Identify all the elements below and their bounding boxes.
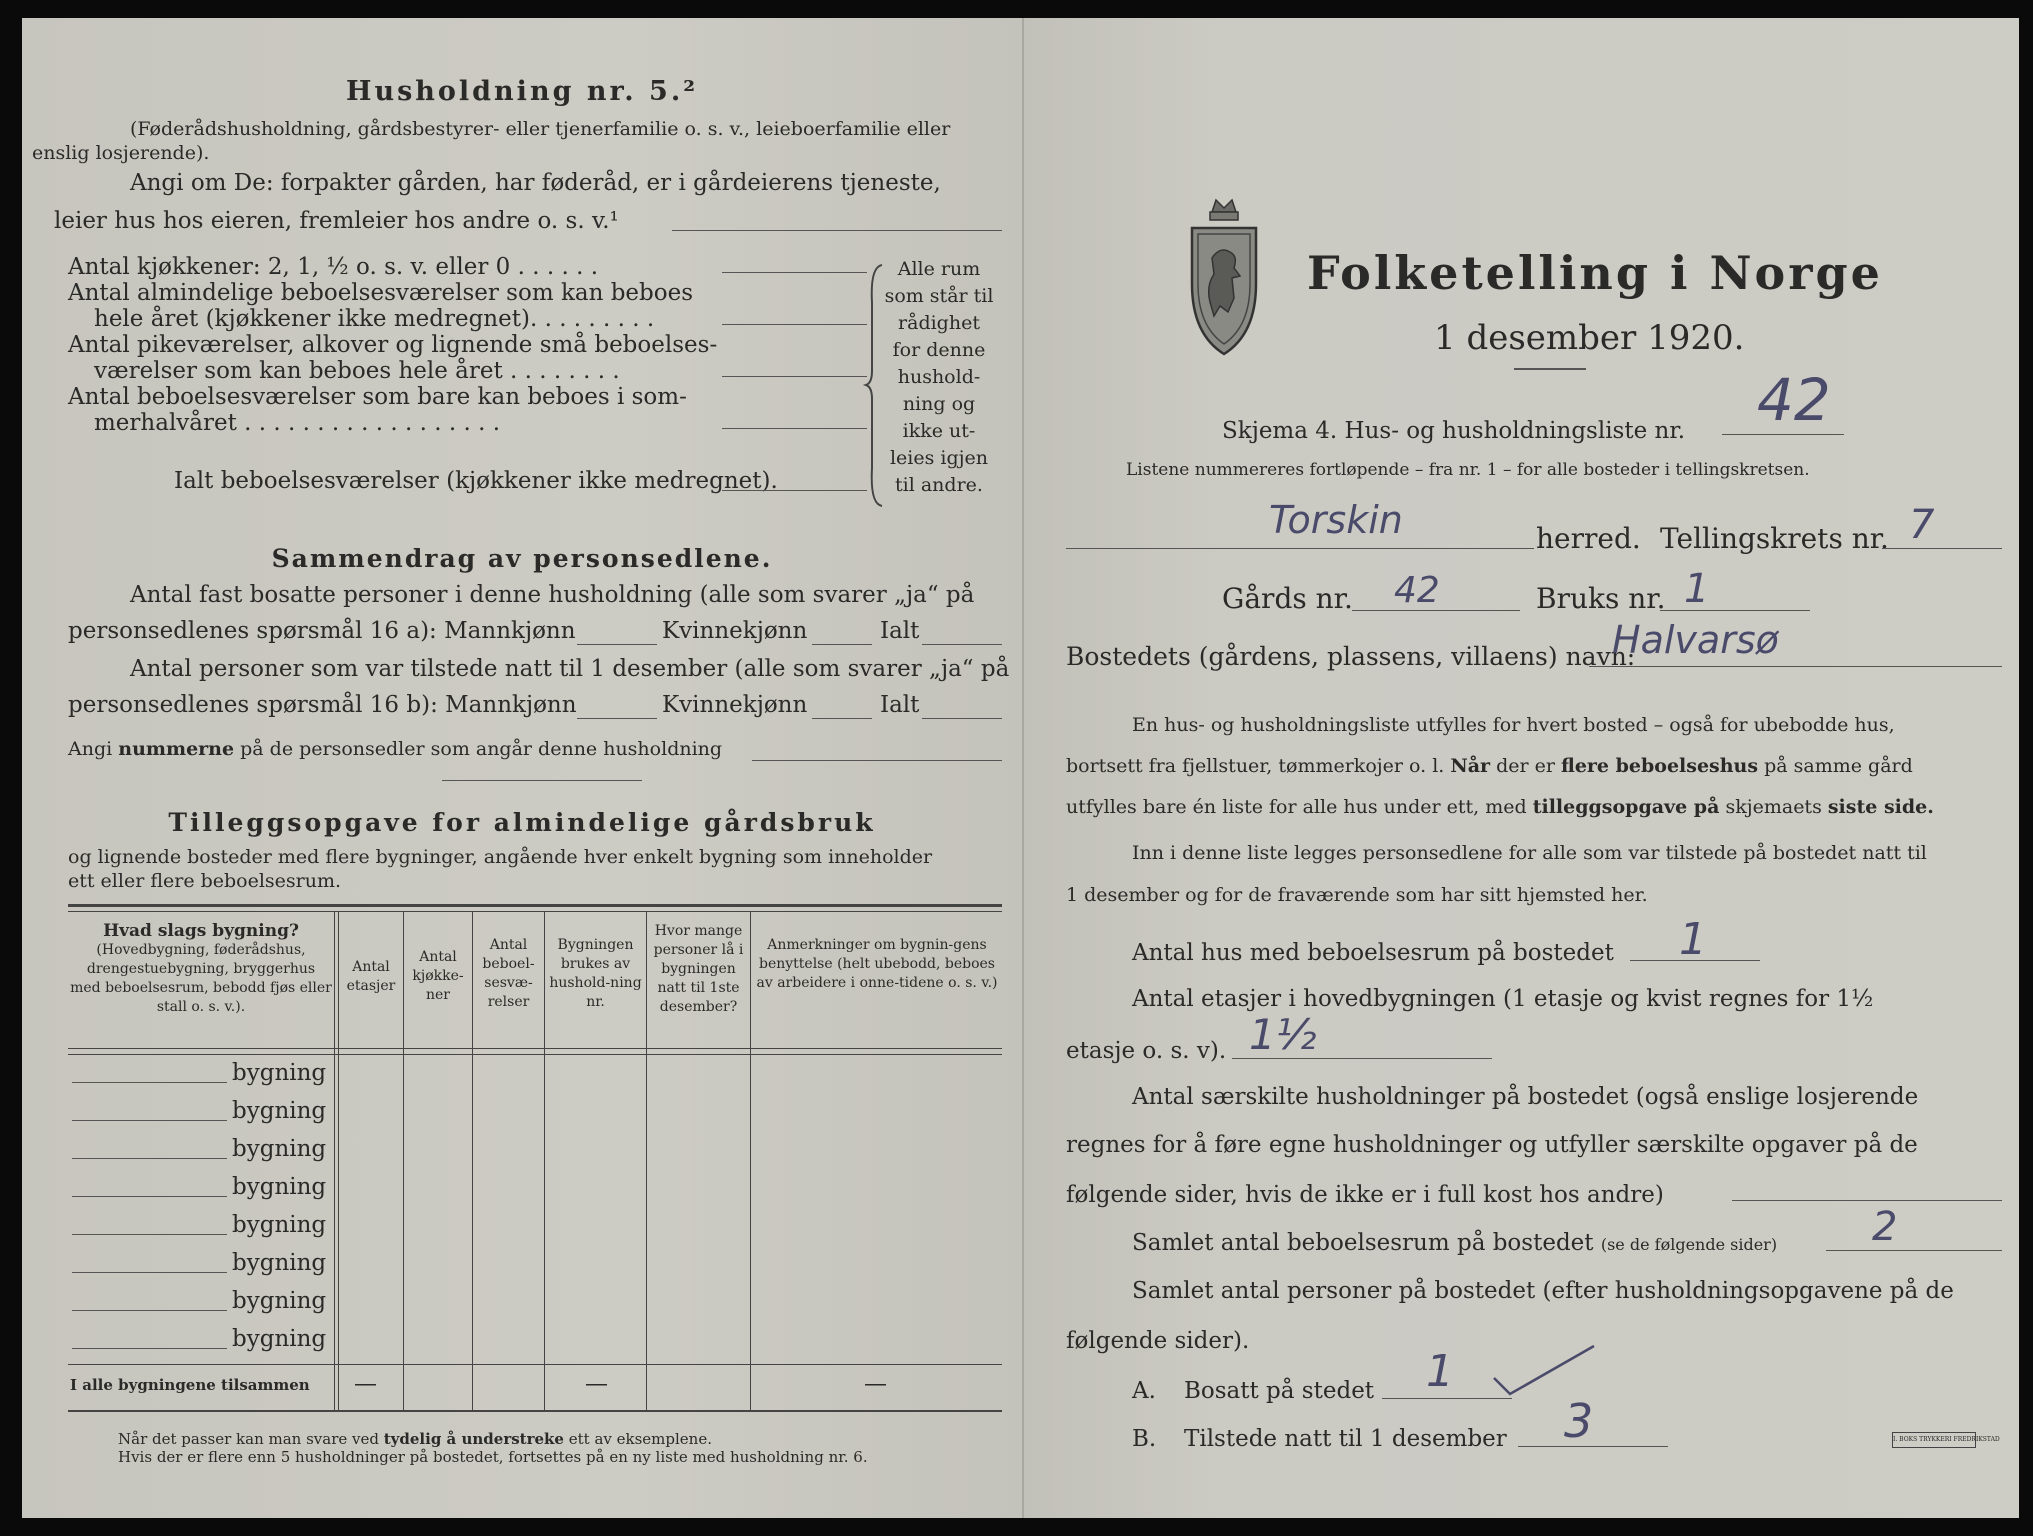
bracket-note-line: ikke ut- — [902, 420, 976, 442]
herred-label: herred. — [1536, 522, 1641, 555]
total-dash: — — [585, 1371, 608, 1397]
household-title: Husholdning nr. 5.² — [345, 76, 699, 107]
answer-line — [1382, 1398, 1512, 1399]
total-dash: — — [864, 1371, 887, 1397]
norway-coat-of-arms-icon — [1184, 194, 1264, 359]
instr-3-mid: skjemaets — [1719, 796, 1828, 818]
bracket-note-line: rådighet — [898, 312, 980, 334]
instr-2-pre: bortsett fra fjellstuer, tømmerkojer o. l. — [1066, 755, 1451, 777]
a-label: A. — [1132, 1378, 1156, 1404]
instr-2-bold-1: Når — [1450, 755, 1491, 777]
header-rooms: Antal beboel-sesvæ-relser — [482, 937, 535, 1010]
kvinne-label-2: Kvinnekjønn — [662, 692, 808, 718]
bygning-row: bygning — [232, 1174, 327, 1200]
answer-line — [722, 428, 867, 429]
tillegg-title: Tilleggsopgave for almindelige gårdsbruk — [168, 808, 876, 837]
etasjer-value: 1½ — [1249, 1010, 1317, 1059]
room-line-1: Antal almindelige beboelsesværelser som kan beboes — [68, 280, 694, 306]
header-building-type — [70, 922, 332, 1017]
ialt-label-1: Ialt — [880, 618, 920, 644]
right-page — [1022, 18, 2019, 1518]
title-divider — [1514, 368, 1586, 370]
summary-p1-line-1: Antal fast bosatte personer i denne husholdning (alle som svarer „ja“ på — [130, 582, 975, 608]
divider — [442, 780, 642, 781]
room-line-4: værelser som kan beboes hele året . . . . . . . . — [94, 358, 620, 384]
header-kitchens: Antal kjøkke-ner — [412, 949, 464, 1003]
printer-stamp: I. BOKS TRYKKERI FREDRIKSTAD — [1892, 1432, 1976, 1448]
header-persons: Hvor mange personer lå i bygningen natt til 1ste desember? — [653, 923, 744, 1015]
instr-2-bold-2: flere beboelseshus — [1561, 755, 1759, 777]
answer-line — [922, 718, 1002, 719]
bygning-row: bygning — [232, 1250, 327, 1276]
bygning-row: bygning — [232, 1212, 327, 1238]
total-dash: — — [354, 1371, 377, 1397]
bracket-note-line: Alle rum — [897, 258, 981, 280]
room-line-0: Antal kjøkkener: 2, 1, ½ o. s. v. eller 0 . . . . . . — [68, 254, 599, 280]
answer-line — [1660, 610, 1810, 611]
instr-3-pre: utfylles bare én liste for alle hus under ett, med — [1066, 796, 1533, 818]
answer-line — [722, 324, 867, 325]
instr-line-3 — [1066, 796, 1934, 818]
answer-line — [1732, 1200, 2002, 1201]
tillegg-line-1: og lignende bosteder med flere bygninger, angående hver enkelt bygning som inneholder — [68, 846, 933, 868]
census-title: Folketelling i Norge — [1307, 246, 1883, 300]
answer-line — [1722, 434, 1844, 435]
tillegg-line-2: ett eller flere beboelsesrum. — [68, 870, 342, 892]
header-building-type-body: (Hovedbygning, føderådshus, drengestuebygning, bryggerhus med beboelsesrum, bebodd fjøs eller stall o. s. v.). — [70, 942, 332, 1015]
b-value: 3 — [1564, 1394, 1594, 1448]
total-row-label: I alle bygningene tilsammen — [70, 1376, 310, 1394]
antal-hus-label: Antal hus med beboelsesrum på bostedet — [1132, 940, 1614, 966]
gards-label: Gårds nr. — [1222, 582, 1353, 615]
summary-p1-line-2: personsedlenes spørsmål 16 a): Mannkjønn — [68, 618, 576, 644]
antal-hus-value: 1 — [1679, 914, 1707, 965]
instr-2-post: på samme gård — [1758, 755, 1913, 777]
answer-line — [577, 718, 657, 719]
header-building-type-title: Hvad slags bygning? — [103, 921, 299, 941]
angi-line-2: leier hus hos eieren, fremleier hos andre o. s. v.¹ — [54, 208, 619, 234]
samlet-rum-label — [1132, 1230, 1777, 1256]
answer-line — [812, 718, 872, 719]
etasjer-line-1: Antal etasjer i hovedbygningen (1 etasje og kvist regnes for 1½ — [1132, 986, 1874, 1012]
bracket-note-line: leies igjen — [889, 447, 989, 469]
instr-2-mid: der er — [1490, 755, 1561, 777]
census-date: 1 desember 1920. — [1434, 318, 1745, 358]
footnote-2: Hvis der er flere enn 5 husholdninger på bostedet, fortsettes på en ny liste med husholdning nr. 6. — [118, 1448, 868, 1466]
answer-line — [812, 644, 872, 645]
room-line-6: merhalvåret . . . . . . . . . . . . . . . . . . — [94, 410, 501, 436]
etasjer-line-2: etasje o. s. v). — [1066, 1038, 1227, 1064]
bygning-row: bygning — [232, 1288, 327, 1314]
gards-value: 42 — [1394, 570, 1440, 611]
tellingskrets-label: Tellingskrets nr. — [1660, 522, 1889, 555]
saerskilte-line-3: følgende sider, hvis de ikke er i full kost hos andre) — [1066, 1182, 1664, 1208]
angi-nummer-pre: Angi — [68, 738, 119, 760]
skjema-value: 42 — [1757, 366, 1831, 434]
room-line-3: Antal pikeværelser, alkover og lignende små beboelses- — [68, 332, 718, 358]
samlet-rum-small: (se de følgende sider) — [1600, 1235, 1778, 1254]
summary-p2-line-1: Antal personer som var tilstede natt til 1 desember (alle som svarer „ja“ på — [130, 656, 1010, 682]
instr-line-4: Inn i denne liste legges personsedlene for alle som var tilstede på bostedet natt til — [1132, 842, 1927, 864]
bygning-row: bygning — [232, 1326, 327, 1352]
answer-line — [722, 490, 867, 491]
samlet-pers-line-1: Samlet antal personer på bostedet (efter husholdningsopgavene på de — [1132, 1278, 1954, 1304]
answer-line — [1589, 666, 2002, 667]
instr-line-1: En hus- og husholdningsliste utfylles for hvert bosted – også for ubebodde hus, — [1132, 714, 1895, 736]
saerskilte-line-2: regnes for å føre egne husholdninger og utfyller særskilte opgaver på de — [1066, 1132, 1918, 1158]
bracket-note — [884, 256, 994, 499]
samlet-pers-line-2: følgende sider). — [1066, 1328, 1250, 1354]
left-page — [22, 18, 1022, 1518]
a-value: 1 — [1426, 1346, 1454, 1397]
answer-line — [1066, 548, 1534, 549]
footnote-1-pre: Når det passer kan man svare ved — [118, 1430, 384, 1448]
ialt-label-2: Ialt — [880, 692, 920, 718]
angi-nummerne — [68, 738, 722, 760]
angi-nummer-bold: nummerne — [118, 738, 235, 760]
answer-line — [1826, 1250, 2002, 1251]
instr-line-5: 1 desember og for de fraværende som har sitt hjemsted her. — [1066, 884, 1648, 906]
b-label: B. — [1132, 1426, 1157, 1452]
tellingskrets-value: 7 — [1909, 502, 1935, 548]
angi-nummer-post: på de personsedler som angår denne husholdning — [234, 738, 723, 760]
instr-line-2 — [1066, 755, 1913, 777]
bracket-note-line: for denne — [892, 339, 986, 361]
b-text: Tilstede natt til 1 desember — [1184, 1426, 1507, 1452]
saerskilte-line-1: Antal særskilte husholdninger på bostedet (også enslige losjerende — [1132, 1084, 1919, 1110]
angi-answer-line — [672, 230, 1002, 231]
answer-line — [722, 376, 867, 377]
skjema-label: Skjema 4. Hus- og husholdningsliste nr. — [1222, 418, 1686, 444]
instr-3-bold-2: siste side. — [1827, 796, 1934, 818]
answer-line — [722, 272, 867, 273]
bruks-value: 1 — [1684, 566, 1710, 612]
samlet-rum-value: 2 — [1872, 1204, 1898, 1250]
room-line-2: hele året (kjøkkener ikke medregnet). . . . . . . . . — [94, 306, 655, 332]
bruks-label: Bruks nr. — [1536, 582, 1666, 615]
angi-line-1: Angi om De: forpakter gården, har føderåd, er i gårdeierens tjeneste, — [130, 170, 941, 196]
footnote-1 — [118, 1430, 712, 1448]
herred-value: Torskin — [1269, 498, 1403, 542]
header-floors: Antal etasjer — [346, 959, 396, 994]
footnote-1-bold: tydelig å understreke — [383, 1430, 564, 1448]
bracket-note-line: hushold- — [897, 366, 981, 388]
samlet-rum-text: Samlet antal beboelsesrum på bostedet — [1132, 1230, 1594, 1256]
bygning-row: bygning — [232, 1136, 327, 1162]
footnote-1-post: ett av eksemplene. — [563, 1430, 712, 1448]
household-subtitle-1: (Føderådshusholdning, gårdsbestyrer- eller tjenerfamilie o. s. v., leieboerfamilie eller — [130, 118, 951, 140]
bostedet-label: Bostedets (gårdens, plassens, villaens) navn: — [1066, 642, 1636, 671]
header-household-nr: Bygningen brukes av hushold-ning nr. — [549, 937, 642, 1010]
header-remarks: Anmerkninger om bygnin-gens benyttelse (helt ubebodd, beboes av arbeidere i onne-tidene o. s. v.) — [756, 937, 998, 991]
answer-line — [577, 644, 657, 645]
a-text: Bosatt på stedet — [1184, 1378, 1375, 1404]
ialt-rooms-label: Ialt beboelsesværelser (kjøkkener ikke medregnet). — [174, 468, 778, 494]
kvinne-label-1: Kvinnekjønn — [662, 618, 808, 644]
summary-title: Sammendrag av personsedlene. — [271, 544, 773, 573]
bracket-note-line: som står til — [884, 285, 994, 307]
summary-p2-line-2: personsedlenes spørsmål 16 b): Mannkjønn — [68, 692, 577, 718]
answer-line — [1882, 548, 2002, 549]
household-subtitle-2: enslig losjerende). — [32, 142, 210, 164]
instr-3-bold-1: tilleggsopgave på — [1532, 796, 1720, 818]
bracket-note-line: ning og — [902, 393, 976, 415]
bostedet-value: Halvarsø — [1612, 618, 1779, 662]
bracket-note-line: til andre. — [895, 474, 983, 496]
bygning-row: bygning — [232, 1060, 327, 1086]
answer-line — [752, 760, 1002, 761]
curly-bracket-icon — [864, 263, 886, 508]
listene-note: Listene nummereres fortløpende – fra nr. 1 – for alle bosteder i tellingskretsen. — [1126, 460, 1810, 480]
answer-line — [922, 644, 1002, 645]
room-line-5: Antal beboelsesværelser som bare kan beboes i som- — [68, 384, 687, 410]
bygning-row: bygning — [232, 1098, 327, 1124]
checkmark-icon — [1490, 1338, 1600, 1398]
